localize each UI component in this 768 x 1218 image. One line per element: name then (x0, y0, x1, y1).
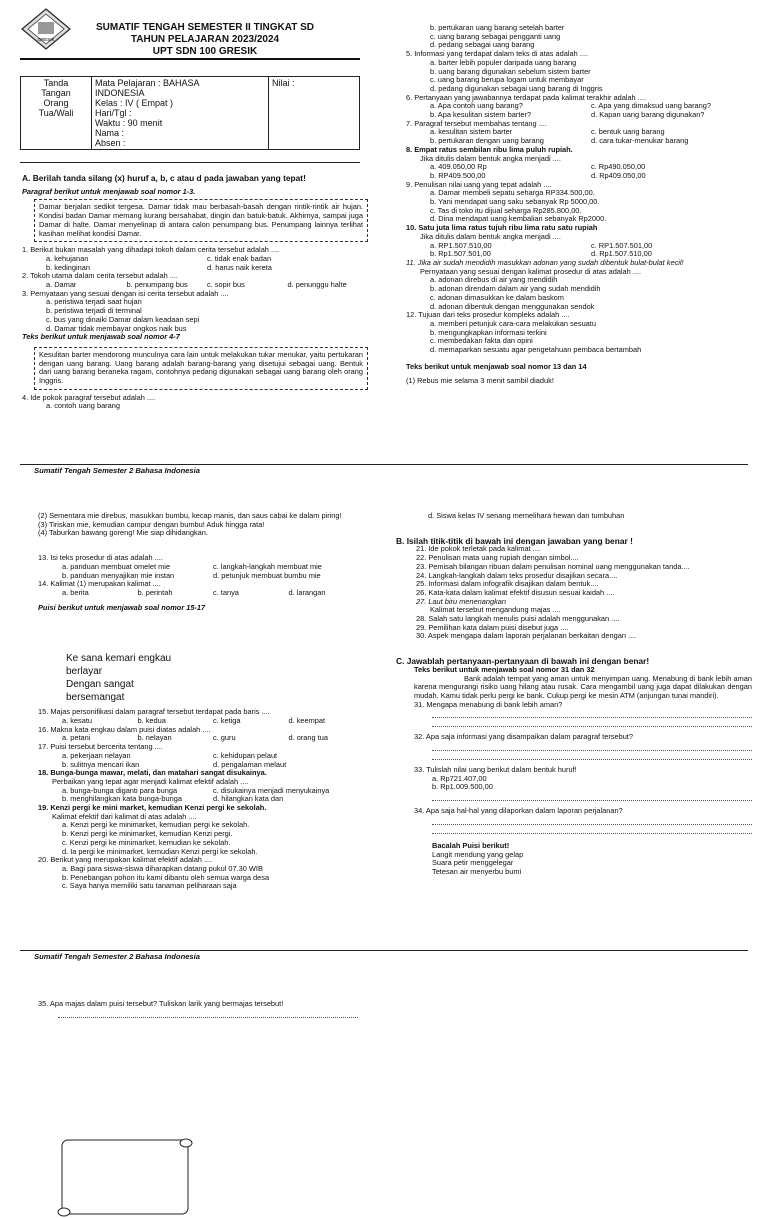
school-name: UPT SDN 100 GRESIK (152, 46, 258, 57)
student-info-cell[interactable]: Mata Pelajaran : BAHASA INDONESIA Kelas : IV ( Empat ) Hari/Tgl : Waktu : 90 menit Nama : Absen : (92, 77, 269, 150)
answer-line[interactable] (432, 816, 752, 825)
section-b-title: B. Isilah titik-titik di bawah ini dengan jawaban yang benar ! (396, 535, 633, 546)
page-footer: Sumatif Tengah Semester 2 Bahasa Indonesia (34, 952, 200, 961)
passage-2: Kesulitan barter mendorong munculnya cara lain untuk melakukan tukar menukar, yaitu pertukaran dengan uang barang. Uang barang adalah barang-barang yang disetujui sebagai uang. Bentuk dari uang barang beraneka ragam, contohnya pedang digunakan sebagai uang barang oleh orang Inggris. (34, 347, 368, 390)
left-column-p1: A. Berilah tanda silang (x) huruf a, b, c atau d pada jawaban yang tepat! Paragraf berikut untuk menjawab soal nomor 1-3. Damar berjalan sedikit tergesa. Damar tidak mau berbasah-basah dengan rintik-rintik air hujan. Kondisi badan Damar memang kurang bersahabat, dingin dan batuk-batuk. Akhirnya, sampai juga Damar di halte. Damar menyelinap di antara calon penumpang bus. Penumpang lainnya terlihat kasihan melihat kondisi Damar. 1. Berikut bukan masalah yang dihadapi tokoh dalam cerita tersebut adalah .... a. kehujanan c. tidak enak badan b. kedinginan d. harus naik kereta 2. Tokoh utama dalam cerita tersebut adalah .... a. Damar b. penumpang bus c. sopir bus d. penunggu halte 3. Pernyataan yang sesuai dengan isi cerita tersebut adalah .... a. peristiwa terjadi saat hujan b. peristiwa terjadi di terminal c. bus yang dinaiki Damar dalam keadaan sepi d. Damar tidak membayar ongkos naik bus Teks berikut untuk menjawab soal nomor 4-7 Kesulitan barter mendorong munculnya cara lain untuk melakukan tukar menukar, yaitu pertukaran dengan uang barang. Uang barang adalah barang-barang yang disetujui sebagai uang. Bentuk dari uang barang beraneka ragam, contohnya pedang digunakan sebagai uang barang oleh orang Inggris. 4. Ide pokok paragraf tersebut adalah .... a. contoh uang barang (22, 174, 368, 411)
emblem-label: GRESIK (37, 37, 55, 42)
right-column-p1: b. pertukaran uang barang setelah barter c. uang barang sebagai pengganti uang d. pedang sebagai uang barang 5. Informasi yang terdapat dalam teks di atas adalah .... a. barter lebih populer daripada uang barang b. uang barang digunakan sebelum sistem barter c. uang barang berupa logam untuk membayar d. pedang digunakan sebagai uang barang di Inggris 6. Pertanyaan yang jawabannya terdapat pada kalimat terakhir adalah .... a. Apa contoh uang barang? c. Apa yang dimaksud uang barang? b. Apa kesulitan sistem barter? d. Kapan uang barang digunakan? 7. Paragraf tersebut membahas tentang .... a. kesulitan sistem barter c. bentuk uang barang b. pertukaran dengan uang barang d. cara tukar-menukar barang 8. Empat ratus sembilan ribu lima puluh rupiah. Jika ditulis dalam bentuk angka menjadi .... a. 409.050,00 Rp c. Rp490.050,00 b. RP409.500,00 d. Rp409.050,00 9. Penulisan nilai uang yang tepat adalah .... a. Damar membeli sepatu seharga RP334.500,00. b. Yani mendapat uang saku sebanyak Rp 5000,00. c. Tas di toko itu dijual seharga Rp285.800,00. d. Dina mendapat uang kembalian sebanyak Rp2000. 10. Satu juta lima ratus tujuh ribu lima ratu satu rupiah Jika ditulis dalam bentuk angka menjadi .... a. RP1.507.510,00 c. RP1.507.501,00 b. Rp1.507.501,00 d. Rp1.507.510,00 11. Jika air sudah mendidih masukkan adonan yang sudah dibentuk bulat-bulat kecil! Pernyataan yang sesuai dengan kalimat prosedur di atas adalah .... a. adonan direbus di air yang mendidih b. adonan direndam dalam air yang sudah mendidih c. adonan dimasukkan ke dalam baskom d. adonan dibentuk dengan menggunakan sendok 12. Tujuan dari teks prosedur kompleks adalah .... a. memberi petunjuk cara-cara melakukan sesuatu b. mengungkapkan informasi terkini c. membedakan fakta dan opini d. memaparkan sesuatu agar pengetahuan pembaca bertambah Teks berikut untuk menjawab soal nomor 13 dan 14 (1) Rebus mie selama 3 menit sambil diaduk! (406, 23, 711, 386)
poem-scroll-frame (56, 1136, 196, 1218)
parent-signature-cell[interactable]: Tanda Tangan Orang Tua/Wali (21, 77, 92, 150)
answer-line[interactable] (432, 709, 752, 718)
section-c-title: C. Jawablah pertanyaan-pertanyaan di bawah ini dengan benar! (396, 656, 650, 667)
school-year: TAHUN PELAJARAN 2023/2024 (130, 34, 280, 45)
left-column-p2: (2) Sementara mie direbus, masukkan bumbu, kecap manis, dan saus cabai ke dalam piring! (3) Tiriskan mie, kemudian campur dengan bumbu! Aduk hingga rata! (4) Taburkan bawang goreng! Mie siap dihidangkan. 13. Isi teks prosedur di atas adalah .... a. panduan membuat omelet mie c. langkah-langkah membuat mie b. panduan menyajikan mie instan d. petunjuk membuat bumbu mie 14. Kalimat (1) merupakan kalimat .... a. berita b. perintah c. tanya d. larangan Puisi berikut untuk menjawab soal nomor 15-17 15. Majas personifikasi dalam paragraf tersebut terdapat pada baris .... a. kesatu b. kedua c. ketiga d. keempat 16. Makna kata engkau dalam puisi diatas adalah .... a. petani b. nelayan c. guru d. orang tua 17. Puisi tersebut bercerita tentang .... a. pekerjaan nelayan c. kehidupan pelaut b. sulitnya mencari ikan d. pengalaman melaut 18. Bunga-bunga mawar, melati, dan matahari sangat disukainya. Perbaikan yang tepat agar menjadi kalimat efektif adalah .... a. bunga-bunga diganti para bunga c. disukainya menjadi menyukainya b. menghilangkan kata bunga-bunga d. hilangkan kata dan 19. Kenzi pergi ke mini market, kemudian Kenzi pergi ke sekolah. Kalimat efektif dari kalimat di atas adalah .... a. Kenzi pergi ke minimarket, kemudian pergi ke sekolah. b. Kenzi pergi ke minimarket, kemudian Kenzi pergi. c. Kenzi pergi ke minimarket, kemudian ke sekolah. d. Ia pergi ke minimarket, kemudian Kenzi pergi ke sekolah. 20. Berikut yang merupakan kalimat efektif adalah .... a. Bagi para siswa-siswa diharapkan datang pukul 07.30 WIB b. Penebangan pohon itu kami dibantu oleh semua warga desa c. Saya hanya memiliki satu tanaman peliharaan saja (38, 511, 342, 891)
answer-line[interactable] (58, 1009, 358, 1018)
passage-1: Damar berjalan sedikit tergesa. Damar tidak mau berbasah-basah dengan rintik-rintik air hujan. Kondisi badan Damar memang kurang bersahabat, dingin dan batuk-batuk. Akhirnya, sampai juga Damar di halte. Damar menyelinap di antara calon penumpang bus. Penumpang lainnya terlihat kasihan melihat kondisi Damar. (34, 199, 368, 242)
answer-line[interactable] (432, 792, 752, 801)
exam-title: SUMATIF TENGAH SEMESTER II TINGKAT SD (96, 22, 314, 33)
score-cell[interactable]: Nilai : (269, 77, 360, 150)
section-a-title: A. Berilah tanda silang (x) huruf a, b, c atau d pada jawaban yang tepat! (22, 173, 306, 183)
right-column-p2: d. Siswa kelas IV senang memelihara hewan dan tumbuhan B. Isilah titik-titik di bawah ini dengan jawaban yang benar ! 21. Ide pokok terletak pada kalimat .... 22. Penulisan mata uang rupiah dengan simbol.... 23. Pemisah bilangan ribuan dalam penulisan nominal uang menggunakan tanda.... 24. Langkah-langkah dalam teks prosedur disajikan secara.... 25. Informasi dalam infografik disajikan dalam bentuk.... 26. Kata-kata dalam kalimat efektif disusun sesuai kaidah .... 27. Laut biru menenangkan Kalimat tersebut mengandung majas .... 28. Salah satu langkah menulis puisi adalah menggunakan .... 29. Pemilihan kata dalam puisi disebut juga .... 30. Aspek mengapa dalam laporan perjalanan berkaitan dengan .... C. Jawablah pertanyaan-pertanyaan di bawah ini dengan benar! Teks berikut untuk menjawab soal nomor 31 dan 32 Bank adalah tempat yang aman untuk menyimpan uang. Menabung di bank lebih aman karena mengurangi risiko uang hilang atau rusak. Cara mengambil uang juga dapat dilakukan dengan mudah. Kamu tidak perlu pergi ke bank. Cukup pergi ke mesin ATM (anjungan tunai mandiri). 31. Mengapa menabung di bank lebih aman? 32. Apa saja informasi yang disampaikan dalam paragraf tersebut? 33. Tulislah nilai uang berikut dalam bentuk huruf! a. Rp721.407,00 b. Rp1.009.500,00 34. Apa saja hal-hal yang dilaporkan dalam laporan perjalanan? Bacalah Puisi berikut! Langit mendung yang gelap Suara petir menggelegar Tetesan air menyerbu bumi (396, 511, 752, 876)
answer-line[interactable] (432, 751, 752, 760)
page-3-question: 35. Apa majas dalam puisi tersebut? Tuliskan larik yang bermajas tersebut! (38, 1000, 378, 1018)
page-1 (0, 0, 768, 476)
identity-table (20, 76, 360, 150)
poem-text: Ke sana kemari engkau berlayar Dengan sangat bersemangat (66, 653, 172, 703)
answer-line[interactable] (432, 742, 752, 751)
page-footer: Sumatif Tengah Semester 2 Bahasa Indonesia (34, 466, 200, 475)
answer-line[interactable] (432, 718, 752, 727)
page-2 (0, 504, 768, 961)
answer-line[interactable] (432, 825, 752, 834)
